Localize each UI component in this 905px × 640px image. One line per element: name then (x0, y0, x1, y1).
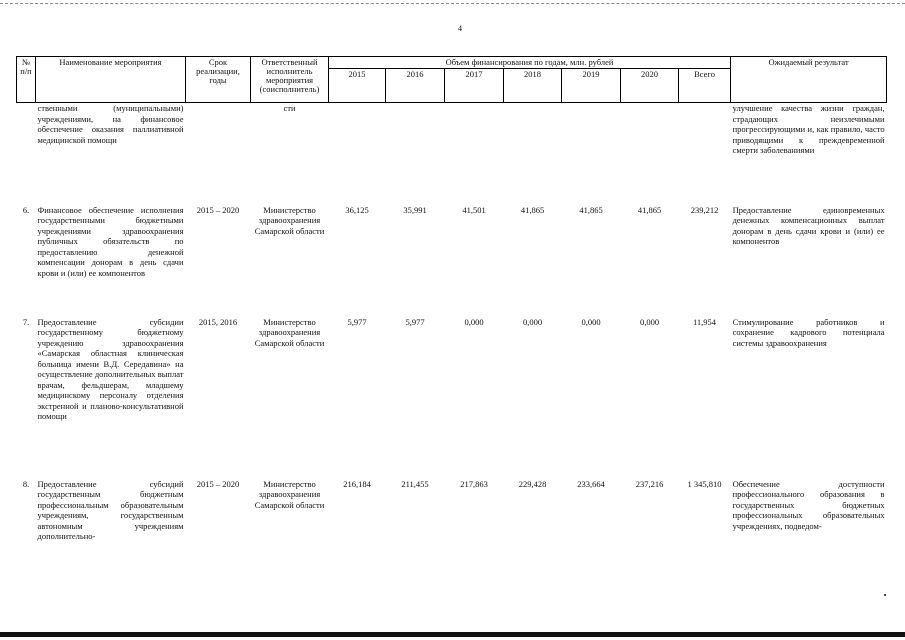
row-value-2015: 216,184 (343, 478, 371, 489)
header-funding: Объем финансирования по годам, млн. рублей (329, 57, 731, 69)
row-value-2020: 0,000 (639, 316, 660, 327)
row-executor: Министерство здравоохранения Самарской области (254, 316, 325, 348)
row-period (186, 103, 251, 205)
table-row (17, 103, 887, 205)
row-value-2018: 41,865 (520, 204, 545, 215)
header-total: Всего (679, 69, 731, 103)
row-executor: Министерство здравоохранения Самарской области (254, 204, 325, 236)
row-value-2020: 237,216 (635, 478, 664, 489)
row-num (17, 103, 36, 205)
header-num: № п/п (17, 57, 36, 103)
page-top-rule (0, 3, 905, 4)
page-bottom-bar (0, 632, 905, 637)
table-row (17, 317, 887, 479)
header-result: Ожидаемый результат (731, 57, 887, 103)
header-year-2020: 2020 (621, 69, 679, 103)
header-year-2015: 2015 (329, 69, 386, 103)
row-value-2019 (562, 103, 621, 205)
header-executor: Ответственный исполнитель мероприятия (соисполнитель) (251, 57, 329, 103)
row-result: улучшение качества жизни граждан, страдающих неизлечимыми прогрессирующими и, как правило, часто приводящими к преждевременной смерти заболеваниями (732, 103, 885, 155)
row-period: 2015 – 2020 (196, 478, 240, 489)
row-num: 6. (22, 204, 30, 215)
row-value-2016 (386, 103, 445, 205)
row-period: 2015, 2016 (198, 316, 238, 327)
row-value-2018: 0,000 (522, 316, 543, 327)
table-row (17, 479, 887, 559)
row-total: 11,954 (693, 316, 717, 327)
row-value-2015 (329, 103, 386, 205)
header-year-2018: 2018 (504, 69, 562, 103)
row-result: Предоставление единовременных денежных компенсационных выплат донорам в день сдачи крови и (или) ее компонентов (732, 204, 885, 246)
row-name: ственными (муниципальными) учреждениями, на финансовое обеспечение оказания паллиативной медицинской помощи (37, 103, 184, 145)
row-value-2016: 211,455 (401, 478, 429, 489)
row-name: Предоставление субсидии государственному бюджетному учреждению здравоохранения «Самарская областная клиническая больница имени В.Д. Середавина» на осуществление дополнительных выплат врачам, фельдшерам, младшему медицинскому персоналу отделения экстренной и планово-консультативной помощи (37, 316, 184, 421)
row-value-2019: 0,000 (581, 316, 601, 327)
table-row (17, 205, 887, 317)
row-value-2019: 41,865 (579, 204, 603, 215)
row-total (679, 103, 731, 205)
row-value-2018: 229,428 (518, 478, 547, 489)
row-name: Предоставление субсидий государственным бюджетным профессиональным образовательным учреждениям, государственным автономным учреждениям дополнительно- (37, 478, 184, 541)
row-result: Стимулирование работников и сохранение кадрового потенциала системы здравоохранения (732, 316, 885, 348)
row-value-2017: 0,000 (464, 316, 484, 327)
header-name: Наименование мероприятия (36, 57, 186, 103)
row-value-2017: 41,501 (462, 204, 486, 215)
header-year-2017: 2017 (445, 69, 504, 103)
row-value-2018 (504, 103, 562, 205)
row-value-2017 (445, 103, 504, 205)
scan-speck (884, 594, 886, 596)
row-value-2020 (621, 103, 679, 205)
row-value-2015: 5,977 (347, 316, 367, 327)
row-result: Обеспечение доступности профессионального образования в государственных бюджетных профессиональных образовательных учреждениях, подведом- (732, 478, 885, 531)
row-value-2015: 36,125 (345, 204, 369, 215)
header-period: Срок реализации, годы (186, 57, 251, 103)
row-num: 8. (22, 478, 30, 489)
row-num: 7. (22, 316, 30, 327)
row-total: 239,212 (690, 204, 719, 215)
row-value-2016: 35,991 (403, 204, 427, 215)
header-year-2016: 2016 (386, 69, 445, 103)
row-period: 2015 – 2020 (196, 204, 240, 215)
row-executor: Министерство здравоохранения Самарской области (254, 478, 325, 510)
row-value-2019: 233,664 (577, 478, 605, 489)
funding-table (16, 56, 887, 559)
header-year-2019: 2019 (562, 69, 621, 103)
row-value-2016: 5,977 (405, 316, 425, 327)
row-value-2017: 217,863 (460, 478, 488, 489)
row-executor: сти (283, 103, 296, 113)
row-name: Финансовое обеспечение исполнения государственными бюджетными учреждениями здравоохранения публичных обязательств по предоставлению денежной компенсации донорам в день сдачи крови и (или) ее компонентов (37, 204, 184, 278)
row-value-2020: 41,865 (637, 204, 662, 215)
page-number: 4 (458, 24, 462, 33)
row-total: 1 345,810 (687, 478, 722, 489)
